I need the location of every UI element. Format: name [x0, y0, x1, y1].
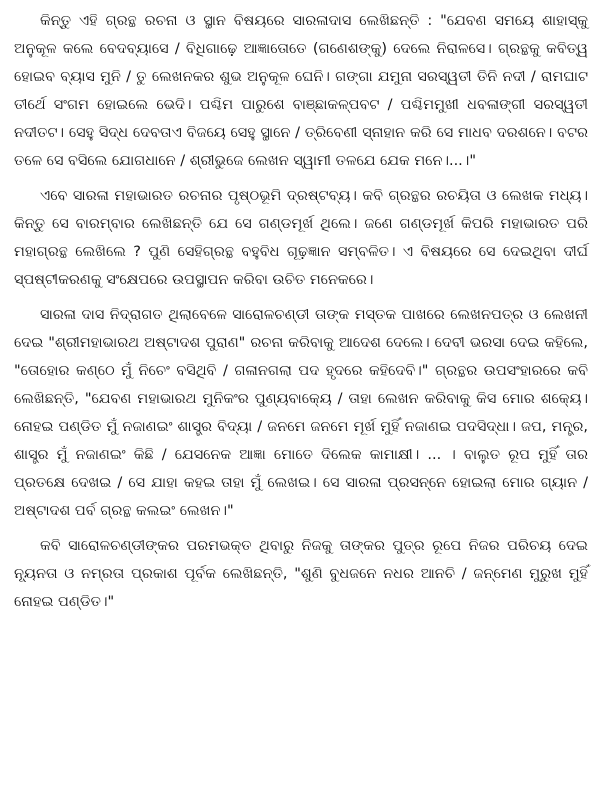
paragraph-4: କବି ସାରୋଳଚଣ୍ଡୀଙ୍କର ପରମଭକ୍ତ ଥିବାରୁ ନିଜକୁ ତାଙ୍କର ପୁତ୍ର ରୂପେ ନିଜର ପରିଚୟ ଦେଇ ନ୍ୟୂନତା ଓ ନମ୍ରତା ପ୍ରକାଶ ପୂର୍ବକ ଲେଖିଛନ୍ତି, "ଶୁଣି ବୁଧଜନେ ନଧର ଆନଚି / ଜନ୍ମେଣ ମୁରୁଖ ମୁହିଁ ନୋହଇ ପଣ୍ଡିତ।" — [14, 538, 588, 610]
paragraph-1: କିନ୍ତୁ ଏହି ଗ୍ରନ୍ଥ ରଚନା ଓ ସ୍ଥାନ ବିଷୟରେ ସାରଳାଦାସ ଲେଖିଛନ୍ତି : "ଯେବଣ ସମୟେ ଶାହାସ୍କୁ ଅନୁକୂଳ କଲେ ବେଦବ୍ୟାସେ / ବିଧିଗାଢ଼େ ଆଜ୍ଞାତୋତେ (ଗଣେଶଙ୍କୁ) ଦେଲେ ନିରାଳସେ। ଗ୍ରନ୍ଥକୁ କବିତ୍ୱ ହୋଇବ ବ୍ୟାସ ମୁନି / ତୁ ଲେଖନକର ଶୁଭ ଅନୁକୂଳ ଘେନି। ଗଙ୍ଗା ଯମୁନା ସରସ୍ୱତୀ ତିନି ନଦୀ / ରାମଘାଟ ତୀର୍ଥେ ସଂଗମ ହୋଇଲେ ଭେଦି। ପଶ୍ଚିମ ପାରୁଶେ ବାଞ୍ଛାକଳ୍ପବଟ / ପଶ୍ଚିମମୁଖୀ ଧବଳାଙ୍ଗୀ ସରସ୍ୱତୀ ନଦୀତଟ। ସେହୁ ସିଦ୍ଧ ଦେବତାଏ ବିଜୟେ ସେହୁ ସ୍ଥାନେ / ତ୍ରିବେଣୀ ସ୍ନାହାନ କରି ସେ ମାଧବ ଦରଶନେ। ବଟର ତଳେ ସେ ବସିଲେ ଯୋଗଧାନେ / ଶ୍ରୀଭୁଜେ ଲେଖନ ସ୍ୱାମୀ ତଳଯେ ଯେକ ମନେ।...।" — [14, 13, 588, 169]
paragraph-2: ଏବେ ସାରଳା ମହାଭାରତ ରଚନାର ପୃଷ୍ଠଭୂମି ଦ୍ରଷ୍ଟବ୍ୟ। କବି ଗ୍ରନ୍ଥର ରଚୟିତା ଓ ଲେଖକ ମଧ୍ୟ। କିନ୍ତୁ ସେ ବାରମ୍ବାର ଲେଖିଛନ୍ତି ଯେ ସେ ଗଣ୍ଡମୂର୍ଖ ଥିଲେ। ଜଣେ ଗଣ୍ଡମୂର୍ଖ କିପରି ମହାଭାରତ ପରି ମହାଗ୍ରନ୍ଥ ଲେଖିଲେ ? ପୁଣି ସେହିଗ୍ରନ୍ଥ ବହୁବିଧ ଗୂଢ଼ଜ୍ଞାନ ସମ୍ବଳିତ। ଏ ବିଷୟରେ ସେ ଦେଇଥିବା ଦୀର୍ଘ ସ୍ପଷ୍ଟୀକରଣକୁ ସଂକ୍ଷେପରେ ଉପସ୍ଥାପନ କରିବା ଉଚିତ ମନେକରେ। — [14, 188, 588, 288]
paragraph-3: ସାରଳା ଦାସ ନିଦ୍ରାଗତ ଥିଲାବେଳେ ସାରୋଳଚଣ୍ଡୀ ତାଙ୍କ ମସ୍ତକ ପାଖରେ ଲେଖନପତ୍ର ଓ ଲେଖନୀ ଦେଇ "ଶ୍ରୀମହାଭାରଥ ଅଷ୍ଟାଦଶ ପୁରାଣ" ରଚନା କରିବାକୁ ଆଦେଶ ଦେଲେ। ଦେବୀ ଭରସା ଦେଇ କହିଲେ, "ତୋହୋର କଣ୍ଠେ ମୁଁ ନିଚେଂ ବସିଥିବି / ଗଳାନଗଲା ପଦ ହୃଦରେ କହିଦେବି।" ଗ୍ରନ୍ଥର ଉପସଂହାରରେ କବି ଲେଖିଛନ୍ତି, "ଯେବଣ ମହାଭାରଥ ମୁନିକଂର ପୁଣ୍ୟବାକ୍ୟେ / ତାହା ଲେଖନ କରିବାକୁ କିସ ମୋର ଶକ୍ୟେ। ନୋହଇ ପଣ୍ଡିତ ମୁଁ ନଜାଣଇଂ ଶାସ୍ତ୍ର ବିଦ୍ୟା / ଜନମେ ଜନମେ ମୂର୍ଖ ମୁହିଁ ନଜାଣଇ ପଦସିଦ୍ଧା। ଜପ, ମନ୍ତ୍ର, ଶାସ୍ତ୍ର ମୁଁ ନଜାଣଇଂ କିଛି / ଯେସନେକ ଆଜ୍ଞା ମୋତେ ଦିଲେକ କାମାକ୍ଷୀ। ... । ବାଲୁତ ରୂପ ମୁହିଁ ତାର ପ୍ରତକ୍ଷେ ଦେଖଇ / ସେ ଯାହା କହଇ ତାହା ମୁଁ ଲେଖଇ। ସେ ସାରଳା ପ୍ରସନ୍ନେ ହୋଇଲା ମୋର ଗ୍ୟାନ / ଅଷ୍ଟାଦଶ ପର୍ବ ଗ୍ରନ୍ଥ କଲଇଂ ଲେଖନ।" — [14, 307, 588, 519]
